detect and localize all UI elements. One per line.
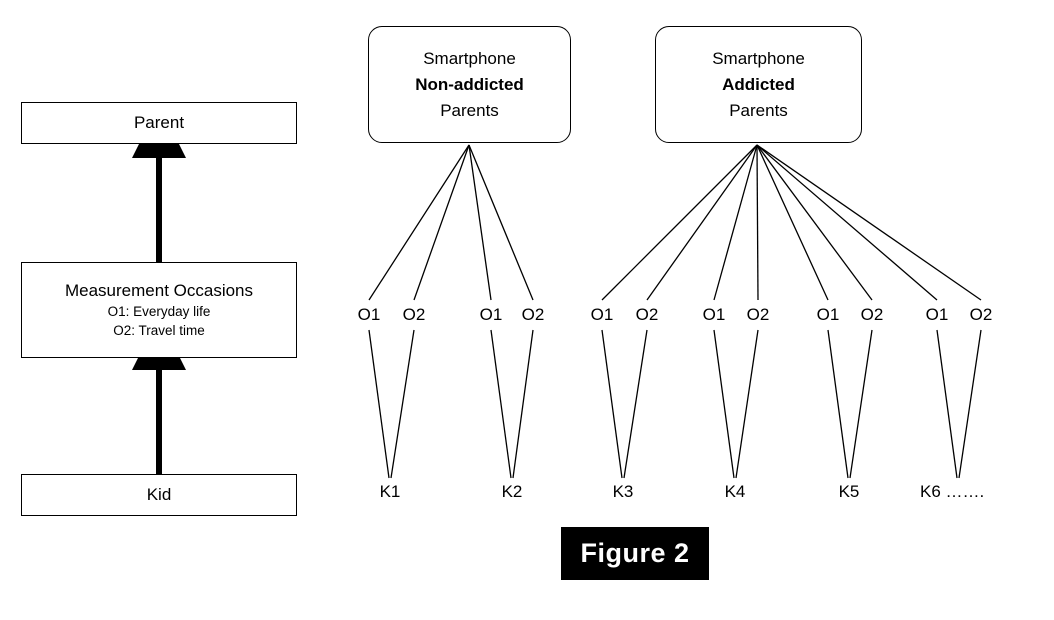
group-box-non-addicted-parents: [368, 26, 571, 143]
occasion-node-7: O1: [702, 305, 726, 324]
occasion-node-6: O2: [635, 305, 659, 324]
occasion-node-2: O2: [402, 305, 426, 324]
occasion-node-11: O1: [925, 305, 949, 324]
occasion-node-9: O1: [816, 305, 840, 324]
group-nonaddicted-line3: Parents: [440, 100, 499, 120]
kid-connectors: [369, 330, 981, 478]
occasion-node-4: O2: [521, 305, 545, 324]
legend-kid-label: Kid: [146, 485, 172, 504]
group-addicted-branches: [602, 145, 981, 300]
group-addicted-line3: Parents: [729, 100, 788, 120]
group-nonaddicted-branches: [369, 145, 533, 300]
occasion-node-1: O1: [357, 305, 381, 324]
group-addicted-line1: Smartphone: [712, 48, 805, 68]
group-addicted-line2: Addicted: [722, 74, 795, 94]
occasion-node-5: O1: [590, 305, 614, 324]
occasion-node-3: O1: [479, 305, 503, 324]
group-box-addicted-parents: [655, 26, 862, 143]
group-nonaddicted-line2: Non-addicted: [415, 74, 524, 94]
group-nonaddicted-line1: Smartphone: [423, 48, 516, 68]
kid-node-6: K6 …….: [920, 482, 985, 501]
figure-caption: Figure 2: [561, 527, 709, 580]
legend-occasions-line1: O1: Everyday life: [107, 304, 211, 319]
kid-node-4: K4: [724, 482, 746, 501]
legend-box-kid: [21, 474, 297, 516]
kid-node-5: K5: [838, 482, 860, 501]
kid-node-2: K2: [501, 482, 523, 501]
kid-node-3: K3: [612, 482, 634, 501]
legend-box-measurement-occasions: [21, 262, 297, 358]
occasion-node-8: O2: [746, 305, 770, 324]
legend-box-parent: [21, 102, 297, 144]
legend-occasions-line2: O2: Travel time: [113, 323, 205, 338]
legend-occasions-title: Measurement Occasions: [64, 281, 254, 300]
legend-parent-label: Parent: [133, 113, 185, 132]
occasion-node-12: O2: [969, 305, 993, 324]
occasion-node-10: O2: [860, 305, 884, 324]
kid-node-1: K1: [379, 482, 401, 501]
